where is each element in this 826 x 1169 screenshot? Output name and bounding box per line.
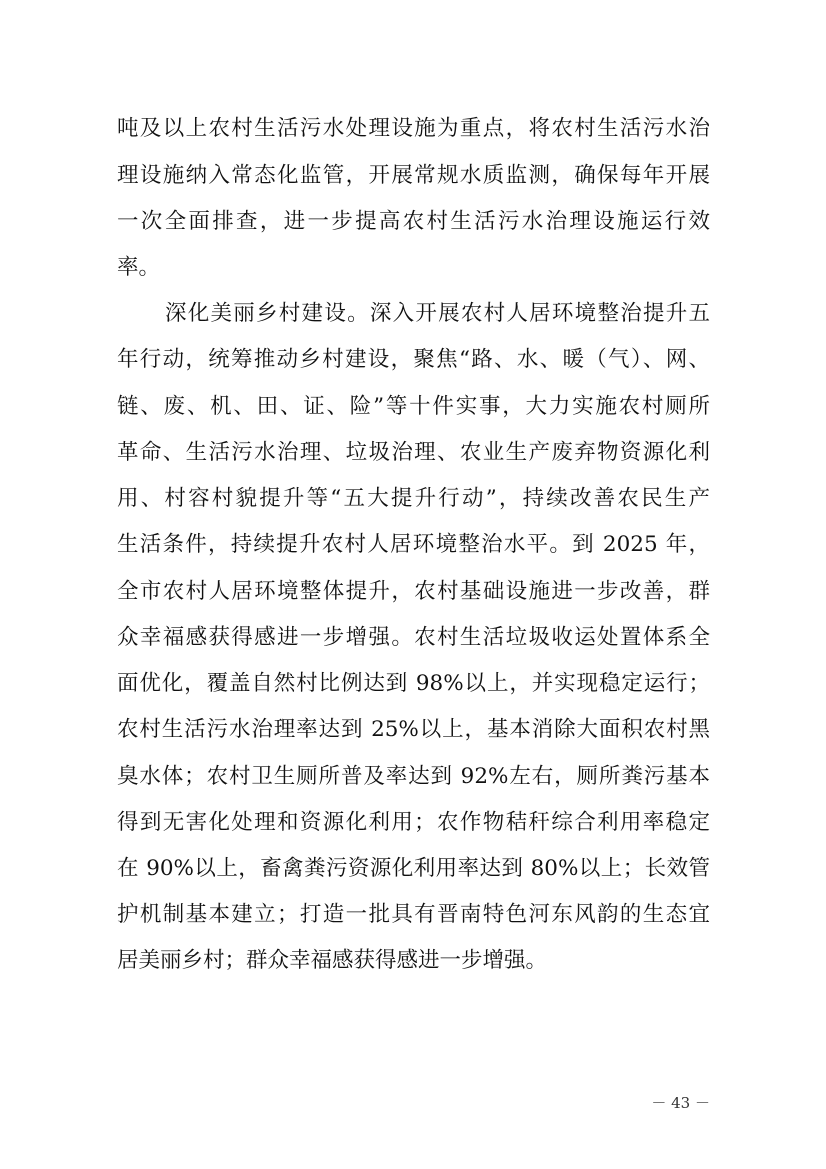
paragraph-2-line-12: 得到无害化处理和资源化利用；农作物秸秆综合利用率稳定 [117,810,710,835]
paragraph-2-line-14: 护机制基本建立；打造一批具有晋南特色河东风韵的生态宜 [117,902,710,927]
paragraph-1-line-2: 理设施纳入常态化监管，开展常规水质监测，确保每年开展 [117,163,710,188]
paragraph-2-line-11: 臭水体；农村卫生厕所普及率达到 92%左右，厕所粪污基本 [117,764,710,789]
paragraph-2-line-5: 用、村容村貌提升等“五大提升行动”，持续改善农民生产 [117,486,710,511]
paragraph-2-line-8: 众幸福感获得感进一步增强。农村生活垃圾收运处置体系全 [117,625,710,650]
paragraph-2-line-15: 居美丽乡村；群众幸福感获得感进一步增强。 [117,948,548,973]
paragraph-1-line-3: 一次全面排查，进一步提高农村生活污水治理设施运行效 [117,209,710,234]
paragraph-1-line-1: 吨及以上农村生活污水处理设施为重点，将农村生活污水治 [117,116,710,141]
paragraph-2-line-13: 在 90%以上，畜禽粪污资源化利用率达到 80%以上；长效管 [117,856,710,881]
page-number: － 43 － [651,1094,710,1112]
paragraph-2-line-1: 深化美丽乡村建设。深入开展农村人居环境整治提升五 [165,301,710,326]
paragraph-2-line-2: 年行动，统筹推动乡村建设，聚焦“路、水、暖（气）、网、 [117,347,710,372]
paragraph-2-line-7: 全市农村人居环境整体提升，农村基础设施进一步改善，群 [117,579,710,604]
paragraph-2-line-4: 革命、生活污水治理、垃圾治理、农业生产废弃物资源化利 [117,440,710,465]
paragraph-2-line-10: 农村生活污水治理率达到 25%以上，基本消除大面积农村黑 [117,717,710,742]
paragraph-2-line-3: 链、废、机、田、证、险”等十件实事，大力实施农村厕所 [117,394,710,419]
paragraph-2-line-6: 生活条件，持续提升农村人居环境整治水平。到 2025 年， [117,532,710,557]
paragraph-1-line-4: 率。 [117,255,161,280]
paragraph-2-line-9: 面优化，覆盖自然村比例达到 98%以上，并实现稳定运行； [117,671,710,696]
